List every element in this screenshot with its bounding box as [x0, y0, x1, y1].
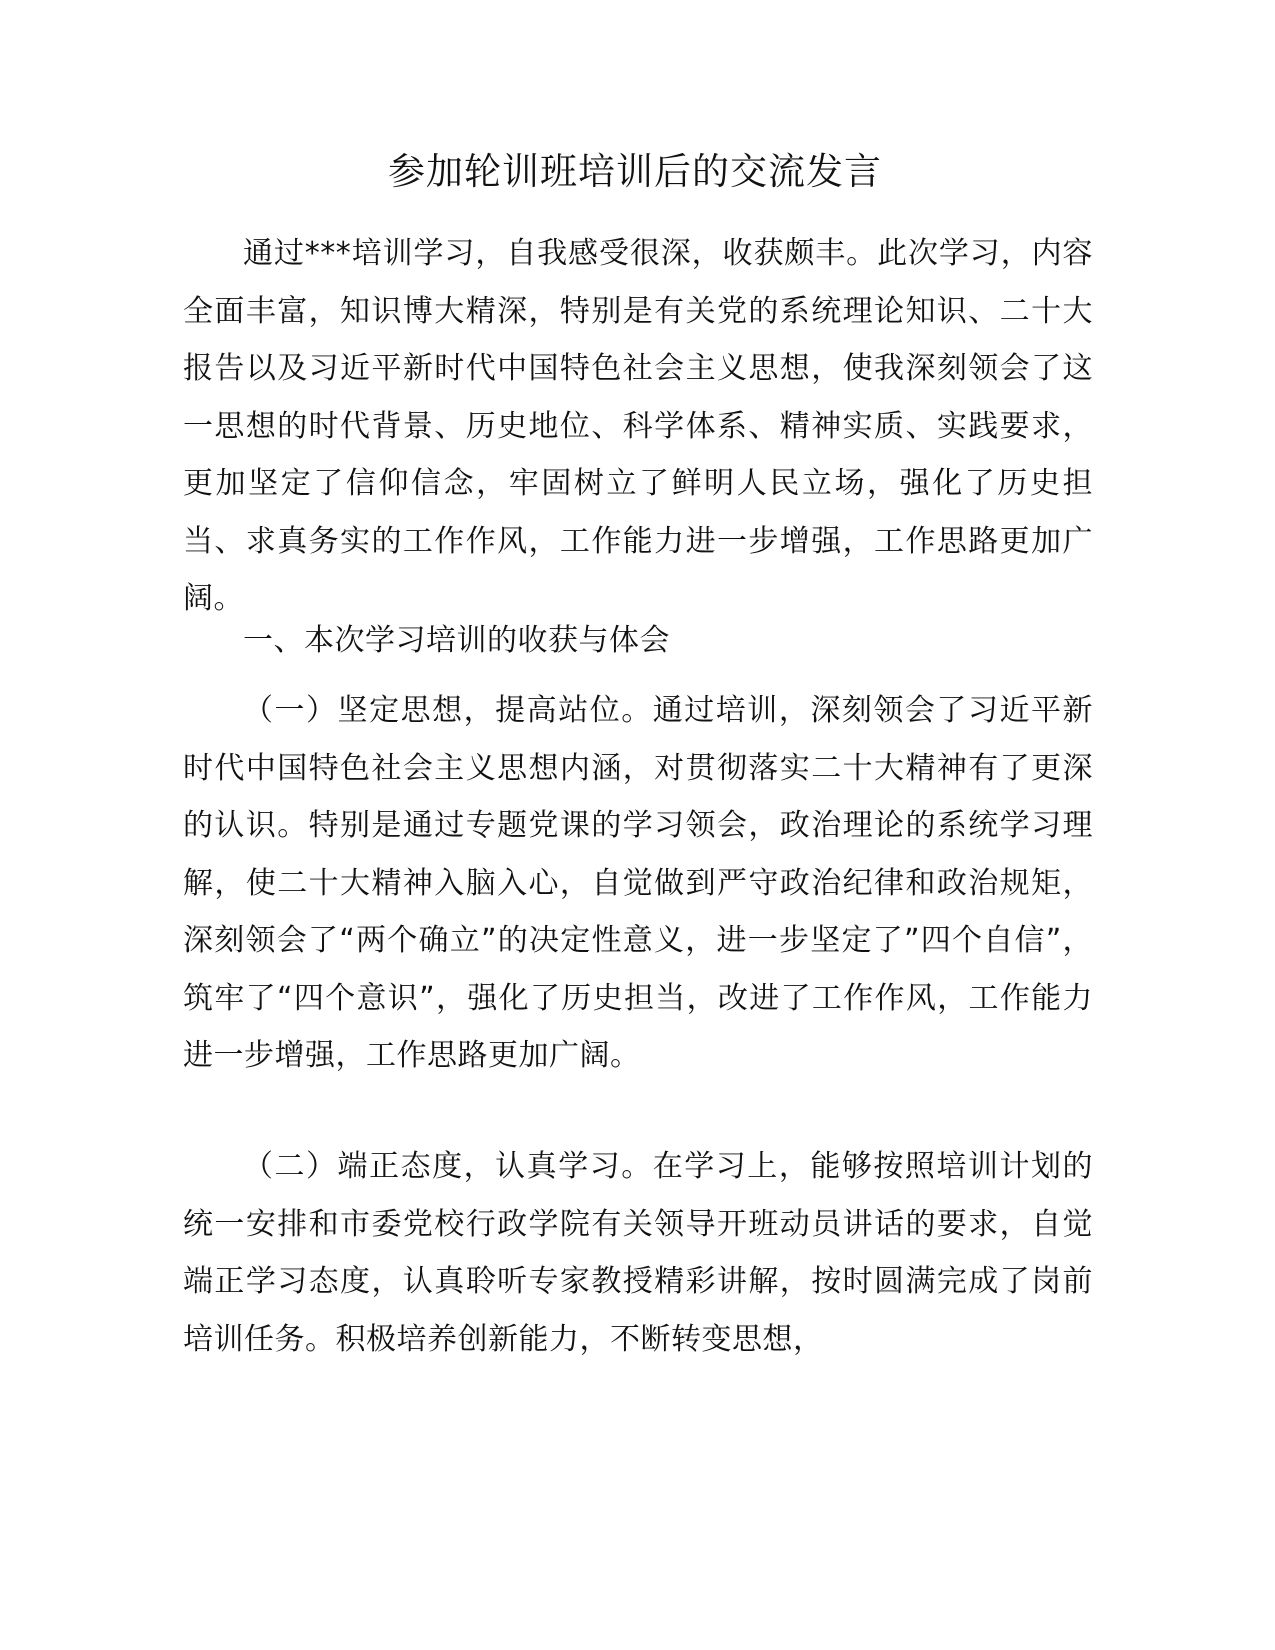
document-title: 参加轮训班培训后的交流发言: [388, 150, 882, 193]
section-heading: 一、本次学习培训的收获与体会: [243, 623, 670, 658]
intro-paragraph: 通过***培训学习，自我感受很深，收获颇丰。此次学习，内容全面丰富，知识博大精深，特别是有关党的系统理论知识、二十大报告以及习近平新时代中国特色社会主义思想，使我深刻领会了这一思想的时代背景、历史地位、科学体系、精神实质、实践要求，更加坚定了信仰信念，牢固树立了鲜明人民立场，强化了历史担当、求真务实的工作作风，工作能力进一步增强，工作思路更加广阔。: [183, 236, 1093, 616]
point-one-paragraph: （一）坚定思想，提高站位。通过培训，深刻领会了习近平新时代中国特色社会主义思想内涵，对贯彻落实二十大精神有了更深的认识。特别是通过专题党课的学习领会，政治理论的系统学习理解，使二十大精神入脑入心，自觉做到严守政治纪律和政治规矩，深刻领会了“两个确立”的决定性意义，进一步坚定了”四个自信”，筑牢了“四个意识”，强化了历史担当，改进了工作作风，工作能力进一步增强，工作思路更加广阔。: [183, 693, 1093, 1073]
point-two-paragraph: （二）端正态度，认真学习。在学习上，能够按照培训计划的统一安排和市委党校行政学院有关领导开班动员讲话的要求，自觉端正学习态度，认真聆听专家教授精彩讲解，按时圆满完成了岗前培训任务。积极培养创新能力，不断转变思想，: [183, 1149, 1093, 1357]
